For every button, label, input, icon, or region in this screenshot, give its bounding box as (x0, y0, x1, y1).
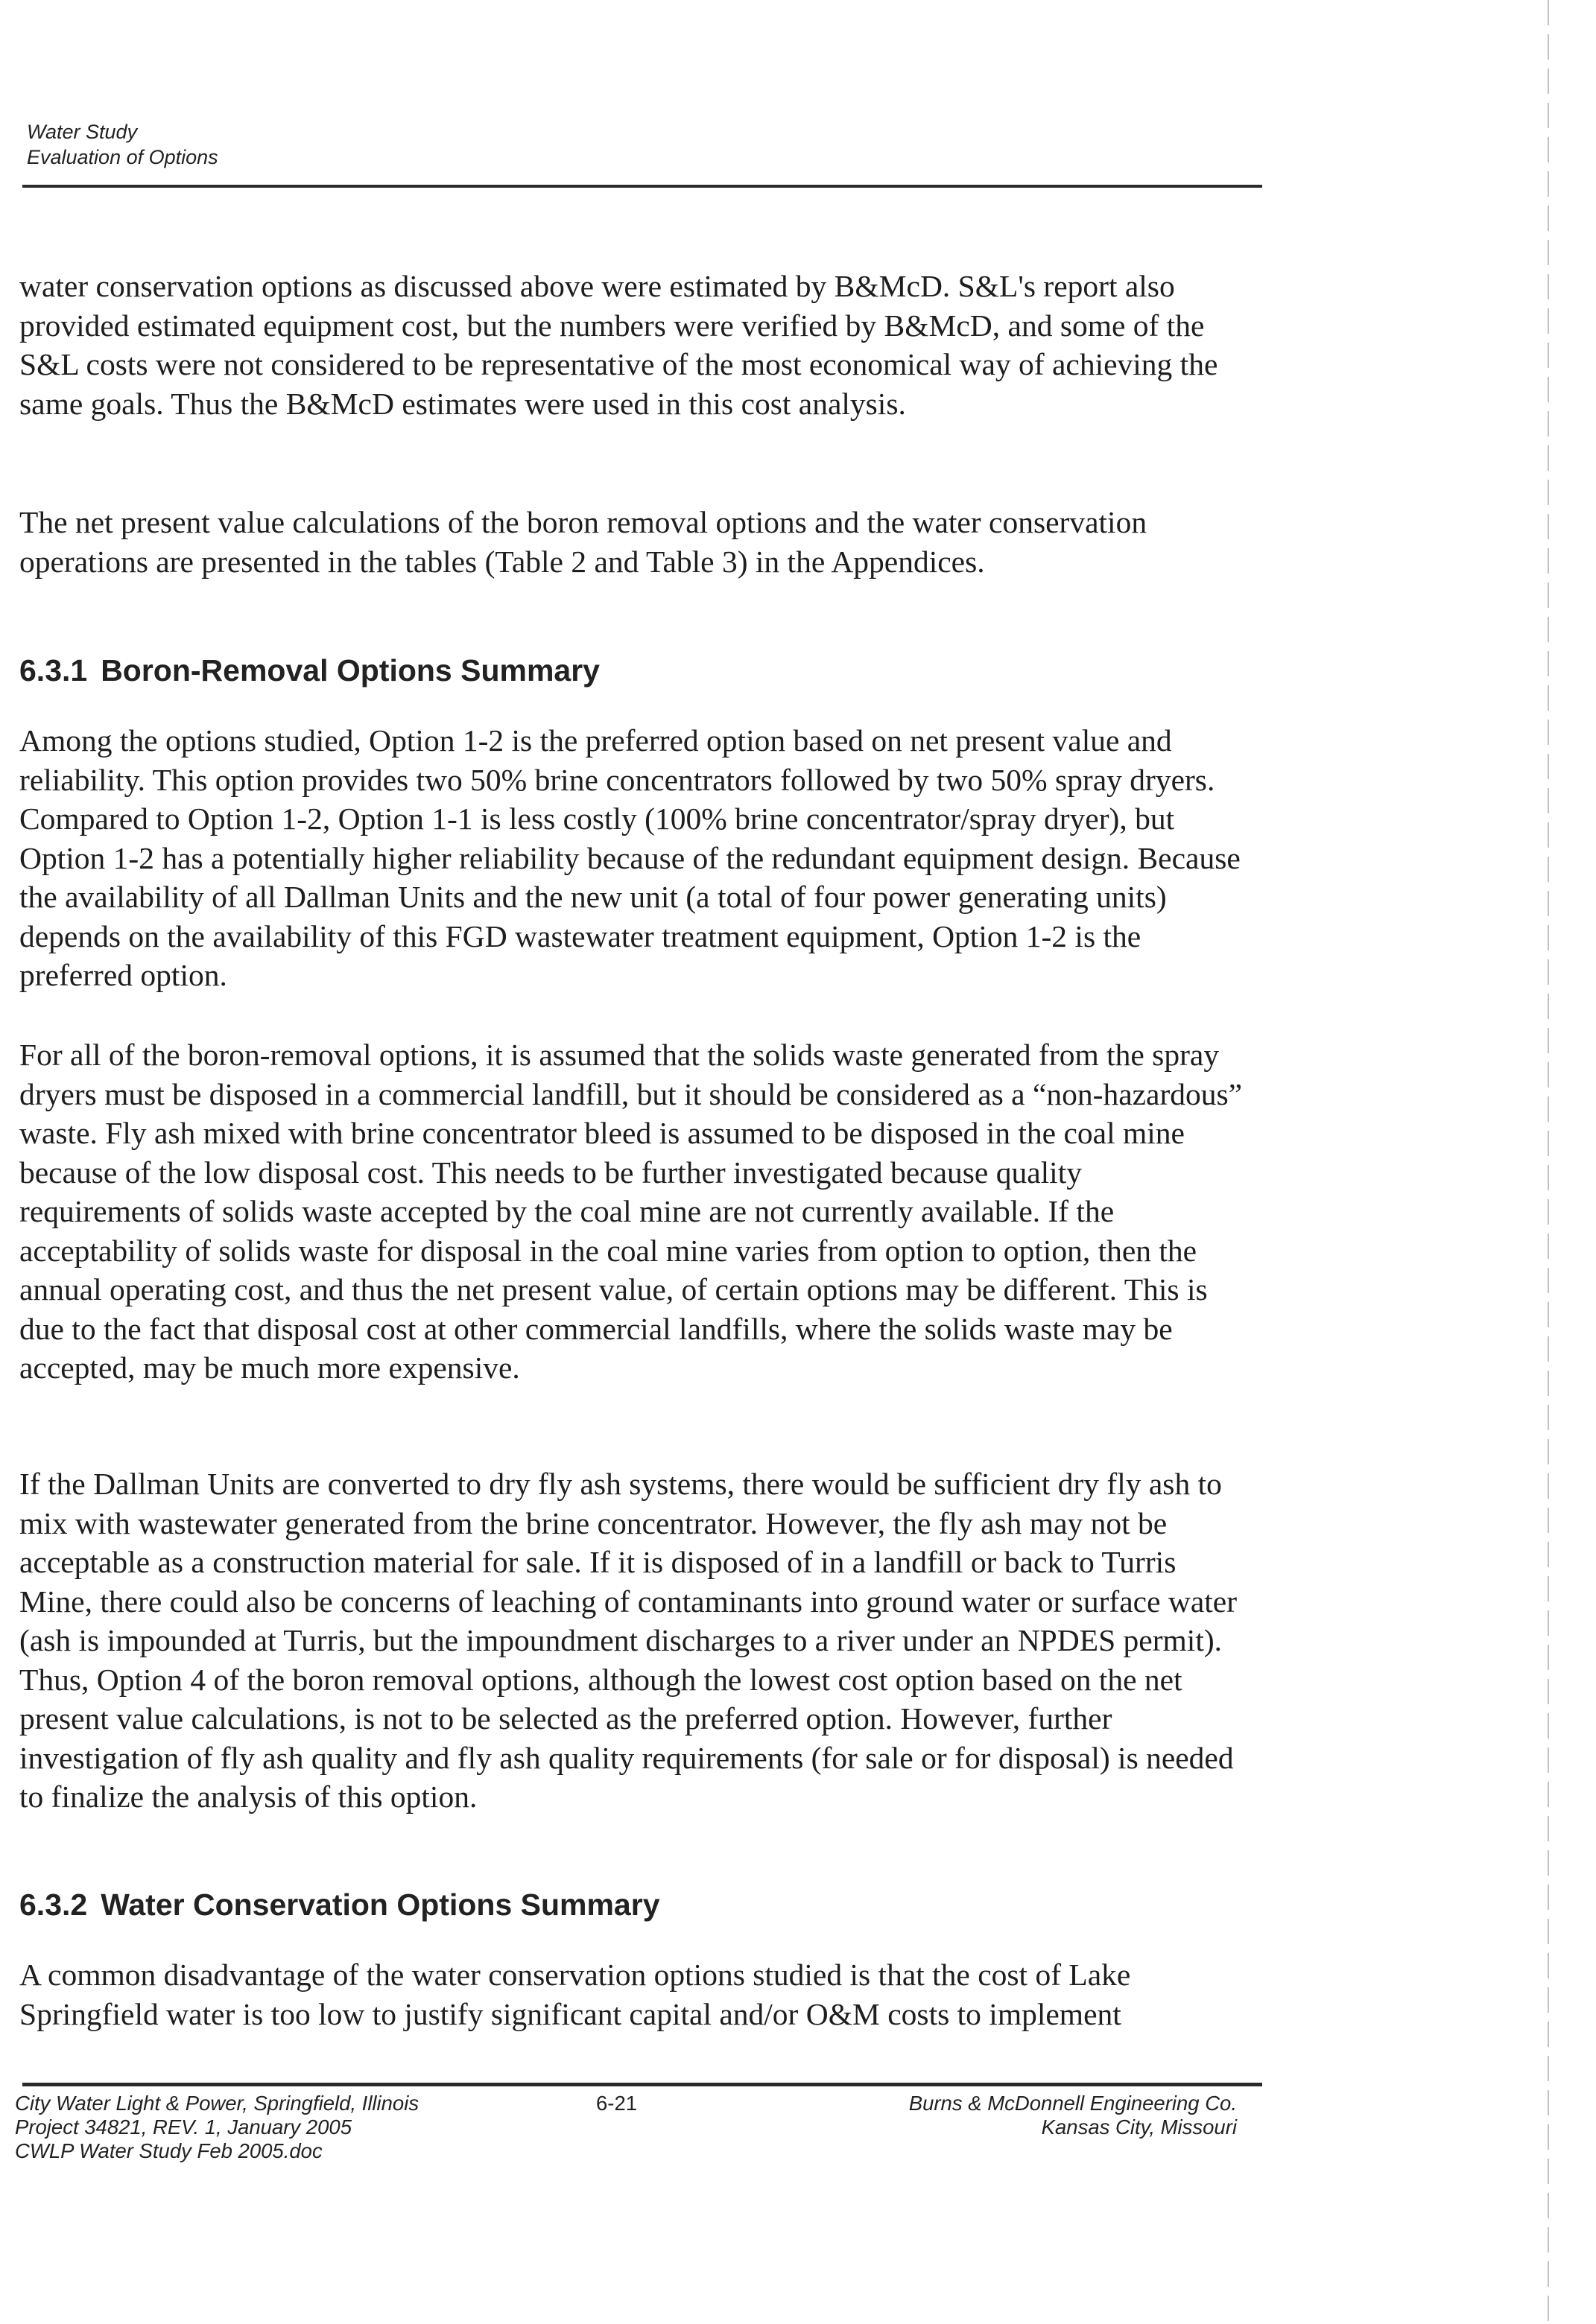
footer-rule (22, 2083, 1262, 2086)
running-header (27, 119, 1264, 170)
footer-company: Burns & McDonnell Engineering Co. (908, 2092, 1237, 2115)
section-heading-water-conservation (19, 1886, 1249, 1923)
section-number: 6.3.1 (19, 653, 88, 688)
footer-client: City Water Light & Power, Springfield, Illinois (15, 2092, 419, 2115)
paragraph-cost-estimates: water conservation options as discussed above were estimated by B&McD. S&L's report also provided estimated equipment cost, but the numbers were verified by B&McD, and some of the S&L costs were not considered to be representative of the most economical way of achieving the same goals. Thus the B&McD estimates were used in this cost analysis. (19, 269, 1218, 421)
header-document-title: Water Study (27, 121, 138, 143)
header-section-title: Evaluation of Options (27, 146, 218, 168)
section-number: 6.3.2 (19, 1888, 88, 1922)
paragraph-dry-fly-ash: If the Dallman Units are converted to dry fly ash systems, there would be sufficient dry fly ash to mix with wastewater generated from the brine concentrator. However, the fly ash may not be acceptable as a construction material for sale. If it is disposed of in a landfill or back to Turris Mine, there could also be concerns of leaching of contaminants into ground water or surface water (ash is impounded at Turris, but the impoundment discharges to a river under an NPDES permit). Thus, Option 4 of the boron removal options, although the lowest cost option based on the net present value calculations, is not to be selected as the preferred option. However, further investigation of fly ash quality and fly ash quality requirements (for sale or for disposal) is needed to finalize the analysis of this option. (19, 1467, 1238, 1814)
paragraph-water-conservation: A common disadvantage of the water conservation options studied is that the cost of Lake Springfield water is too low to justify significant capital and/or O&M costs to implement (19, 1958, 1131, 2031)
section-title: Boron-Removal Options Summary (101, 653, 600, 688)
section-title: Water Conservation Options Summary (101, 1888, 660, 1922)
header-rule (22, 185, 1262, 188)
scan-edge-line (1548, 0, 1549, 2324)
paragraph-solids-waste: For all of the boron-removal options, it is assumed that the solids waste generated from the spray dryers must be disposed in a commercial landfill, but it should be considered as a “non-hazardous” waste. Fly ash mixed with brine concentrator bleed is assumed to be disposed in the coal mine because of the low disposal cost. This needs to be further investigated because quality requirements of solids waste accepted by the coal mine are not currently available. If the acceptability of solids waste for disposal in the coal mine varies from option to option, then the annual operating cost, and thus the net present value, of certain options may be different. This is due to the fact that disposal cost at other commercial landfills, where the solids waste may be accepted, may be much more expensive. (19, 1038, 1243, 1385)
section-heading-boron-removal (19, 652, 1249, 689)
footer-location: Kansas City, Missouri (1041, 2115, 1237, 2139)
paragraph-npv-tables: The net present value calculations of the boron removal options and the water conservation operations are presented in the tables (Table 2 and Table 3) in the Appendices. (19, 505, 1147, 579)
footer-page-number: 6-21 (596, 2092, 638, 2115)
footer-project: Project 34821, REV. 1, January 2005 (15, 2115, 352, 2139)
footer-left (15, 2092, 536, 2163)
footer-right (790, 2092, 1237, 2139)
footer-filename: CWLP Water Study Feb 2005.doc (15, 2139, 323, 2162)
paragraph-preferred-option: Among the options studied, Option 1-2 is the preferred option based on net present value and reliability. This option provides two 50% brine concentrators followed by two 50% spray dryers. Compared to Option 1-2, Option 1-1 is less costly (100% brine concentrator/spray dryer), but Option 1-2 has a potentially higher reliability because of the redundant equipment design. Because the availability of all Dallman Units and the new unit (a total of four power generating units) depends on the availability of this FGD wastewater treatment equipment, Option 1-2 is the preferred option. (19, 723, 1241, 992)
